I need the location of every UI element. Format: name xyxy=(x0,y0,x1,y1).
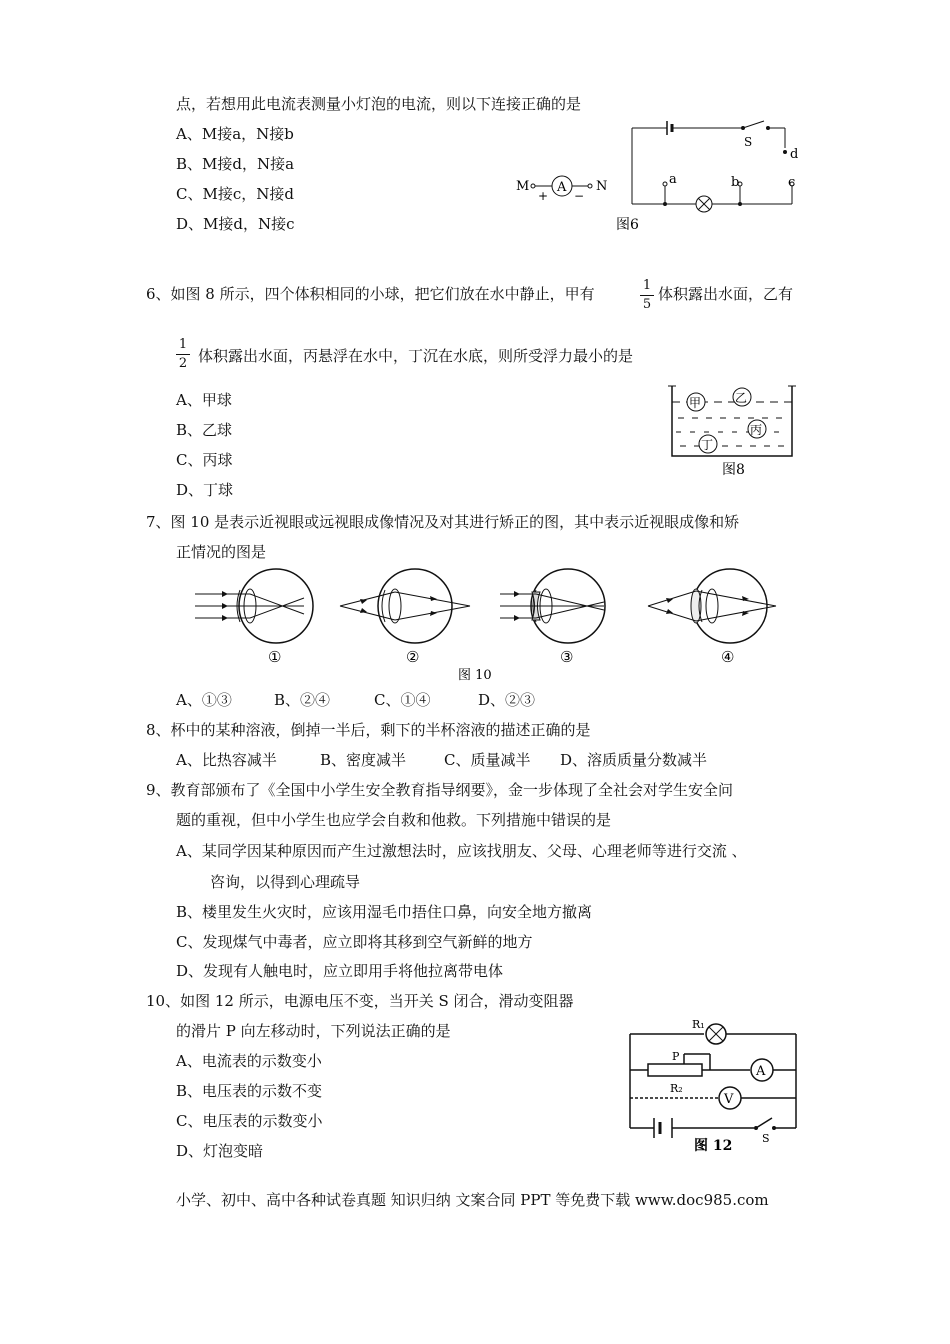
q6-stem-a: 6、如图 8 所示，四个体积相同的小球，把它们放在水中静止，甲有 xyxy=(146,285,595,303)
eye-diagram-1 xyxy=(195,569,313,666)
q5-continuation: 点，若想用此电流表测量小灯泡的电流，则以下连接正确的是 xyxy=(176,95,582,113)
svg-text:V: V xyxy=(724,1092,734,1107)
q10-option-d: D、灯泡变暗 xyxy=(176,1142,264,1160)
figure-10-eye-diagrams xyxy=(190,566,790,684)
svg-text:A: A xyxy=(756,1064,766,1079)
q8-option-d: D、溶质质量分数减半 xyxy=(560,751,708,769)
q5-option-d: D、M接d，N接c xyxy=(176,215,295,233)
q7-option-d: D、②③ xyxy=(478,691,536,709)
q6-option-a: A、甲球 xyxy=(176,391,232,409)
ammeter-m-label: M xyxy=(516,179,530,194)
svg-text:丙: 丙 xyxy=(750,423,763,437)
q10-option-b: B、电压表的示数不变 xyxy=(176,1082,323,1100)
q6-stem-b: 体积露出水面，乙有 xyxy=(658,285,794,303)
switch-icon xyxy=(756,1118,772,1128)
figure-12-circuit xyxy=(620,1018,806,1160)
svg-text:丁: 丁 xyxy=(701,438,714,452)
svg-text:S: S xyxy=(744,135,753,149)
q7-line2: 正情况的图是 xyxy=(176,543,267,561)
svg-text:乙: 乙 xyxy=(735,391,748,405)
figure-6-caption: 图6 xyxy=(616,217,639,233)
q6-fraction-1: 1 5 xyxy=(640,279,654,312)
svg-text:b: b xyxy=(731,175,740,190)
q7-option-b: B、②④ xyxy=(274,691,331,709)
svg-text:③: ③ xyxy=(560,648,574,666)
figure-6-circuit xyxy=(512,116,812,236)
svg-text:a: a xyxy=(669,172,677,187)
switch-icon xyxy=(743,121,764,128)
eye-diagram-4 xyxy=(648,569,776,666)
q6-stem-c: 体积露出水面，丙悬浮在水中，丁沉在水底，则所受浮力最小的是 xyxy=(198,347,634,365)
svg-text:④: ④ xyxy=(721,648,735,666)
svg-text:S: S xyxy=(762,1132,770,1145)
q9-option-a-line1: A、某同学因某种原因而产生过激想法时，应该找朋友、父母、心理老师等进行交流 、 xyxy=(176,842,747,860)
svg-text:甲: 甲 xyxy=(689,396,702,410)
q8-stem: 8、杯中的某种溶液，倒掉一半后，剩下的半杯溶液的描述正确的是 xyxy=(146,721,591,739)
figure-8-water-tank xyxy=(668,382,800,480)
q9-option-c: C、发现煤气中毒者，应立即将其移到空气新鲜的地方 xyxy=(176,933,533,951)
svg-text:①: ① xyxy=(268,648,282,666)
rheostat-icon xyxy=(648,1064,702,1076)
q7-line1: 7、图 10 是表示近视眼或远视眼成像情况及对其进行矫正的图，其中表示近视眼成像和矫 xyxy=(146,513,740,531)
q7-option-c: C、①④ xyxy=(374,691,431,709)
svg-text:②: ② xyxy=(406,648,420,666)
svg-text:A: A xyxy=(557,180,567,195)
q9-option-a-line2: 咨询，以得到心理疏导 xyxy=(210,873,361,891)
ammeter-n-label: N xyxy=(596,179,608,194)
svg-text:R₁: R₁ xyxy=(692,1018,705,1031)
q9-line1: 9、教育部颁布了《全国中小学生安全教育指导纲要》，金一步体现了全社会对学生安全问 xyxy=(146,781,734,799)
q7-option-a: A、①③ xyxy=(176,691,232,709)
q6-fraction-2: 1 2 xyxy=(176,338,190,371)
q5-option-a: A、M接a，N接b xyxy=(176,125,294,143)
q9-option-d: D、发现有人触电时，应立即用手将他拉离带电体 xyxy=(176,962,504,980)
eye-diagram-2 xyxy=(340,569,470,666)
figure-8-caption: 图8 xyxy=(722,462,745,478)
q8-option-a: A、比热容减半 xyxy=(176,751,277,769)
q6-option-b: B、乙球 xyxy=(176,421,233,439)
q6-option-d: D、丁球 xyxy=(176,481,234,499)
svg-text:+: + xyxy=(538,189,549,203)
svg-text:−: − xyxy=(574,189,585,203)
svg-text:c: c xyxy=(788,175,796,190)
q10-line1: 10、如图 12 所示，电源电压不变，当开关 S 闭合，滑动变阻器 xyxy=(146,992,574,1010)
q5-option-c: C、M接c，N接d xyxy=(176,185,294,203)
q5-option-b: B、M接d，N接a xyxy=(176,155,295,173)
q8-option-c: C、质量减半 xyxy=(444,751,531,769)
svg-text:d: d xyxy=(790,147,799,162)
q9-line2: 题的重视，但中小学生也应学会自救和他救。下列措施中错误的是 xyxy=(176,811,612,829)
page-footer: 小学、初中、高中各种试卷真题 知识归纳 文案合同 PPT 等免费下载 www.doc985.com xyxy=(176,1191,769,1209)
q9-option-b: B、楼里发生火灾时，应该用湿毛巾捂住口鼻，向安全地方撤离 xyxy=(176,903,593,921)
q10-option-c: C、电压表的示数变小 xyxy=(176,1112,323,1130)
svg-text:P: P xyxy=(672,1050,680,1063)
q8-option-b: B、密度减半 xyxy=(320,751,407,769)
figure-12-caption: 图 12 xyxy=(694,1138,733,1154)
q10-line2: 的滑片 P 向左移动时，下列说法正确的是 xyxy=(176,1022,451,1040)
q6-option-c: C、丙球 xyxy=(176,451,233,469)
eye-diagram-3 xyxy=(500,569,605,666)
q10-option-a: A、电流表的示数变小 xyxy=(176,1052,322,1070)
figure-10-caption: 图 10 xyxy=(458,668,492,683)
svg-text:R₂: R₂ xyxy=(670,1082,683,1095)
